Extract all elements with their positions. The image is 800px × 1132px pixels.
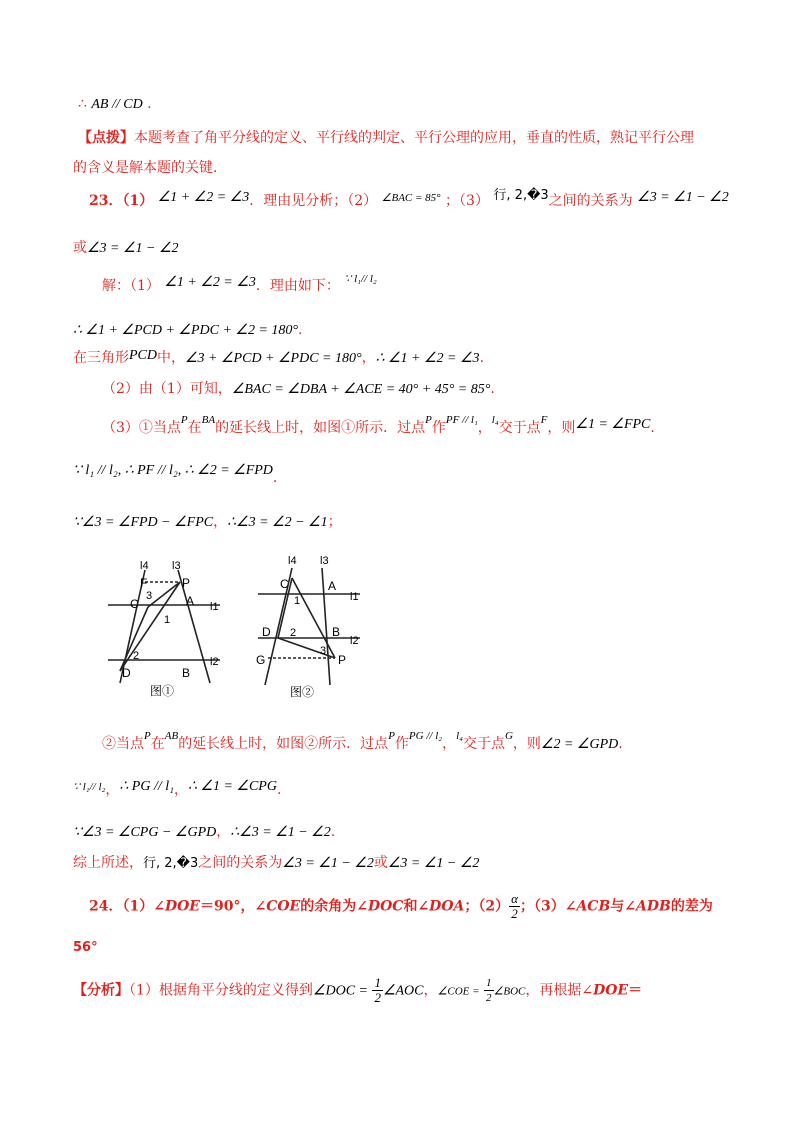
svg-text:P: P	[338, 653, 347, 667]
svg-text:D: D	[262, 625, 271, 639]
line-pf-parallel: ∵ l₁ // l₂, ∴ PF // l₂, ∴ ∠2 = ∠FPD.	[73, 463, 278, 486]
therefore-symbol: ∴	[78, 96, 87, 112]
note-line-2	[73, 158, 227, 178]
q24-value: 56°	[73, 940, 98, 955]
svg-text:G: G	[256, 653, 266, 667]
figure-2	[250, 550, 380, 705]
figure-1	[100, 555, 235, 705]
svg-text:B: B	[332, 625, 341, 639]
q23-or-line: 或∠3 = ∠1 − ∠2	[73, 240, 179, 256]
q24-answer-line: 24．（1）∠DOE＝90°，∠COE的余角为∠DOC和∠DOA；（2） $\frac{\alpha}{2}$ ；（3）∠ACB与∠ADB的差为	[89, 891, 713, 921]
svg-text:l1: l1	[210, 601, 219, 613]
svg-text:1: 1	[164, 614, 171, 626]
svg-text:l4: l4	[140, 560, 149, 572]
math-ab-cd: AB // CD	[91, 97, 143, 112]
svg-text:l4: l4	[288, 555, 297, 567]
note-line-1	[78, 128, 694, 148]
svg-text:2: 2	[290, 627, 297, 639]
svg-text:A: A	[186, 594, 195, 608]
figure-1-caption: 图①	[150, 684, 175, 698]
svg-text:l3: l3	[172, 560, 181, 572]
line-part-3-case-2: ②当点$^P$在$^{AB}$的延长线上时，如图②所示．过点$^P$作$^{PG // l_2}$，$^{l_4}$交于点$^G$，则∠2 = ∠GPD.	[102, 730, 623, 752]
line-angle3-case2: ∵∠3 = ∠CPG − ∠GPD，∴∠3 = ∠1 − ∠2.	[73, 824, 336, 840]
note-tag: 【点拨】	[78, 130, 134, 146]
fraction-alpha-over-2: $\frac{\alpha}{2}$	[511, 891, 518, 921]
svg-text:3: 3	[146, 590, 153, 602]
garbled-text: 行, 2,�3	[493, 188, 549, 203]
analysis-line: 【分析】（1）根据角平分线的定义得到∠DOC = $\frac{1}{2}$ ∠AOC，∠COE = $\frac{1}{2}$ ∠BOC，再根据∠DOE＝	[73, 975, 643, 1005]
svg-text:l3: l3	[320, 555, 329, 567]
svg-text:C: C	[280, 577, 289, 591]
solution-label: 解：（1）	[102, 278, 160, 294]
garbled-text: 行, 2,�3	[143, 856, 199, 871]
line-ab-parallel-cd: ∴ AB // CD .	[78, 96, 152, 112]
svg-text:F: F	[140, 576, 148, 590]
svg-text:A: A	[328, 579, 337, 593]
svg-text:l2: l2	[350, 635, 359, 647]
svg-text:C: C	[130, 597, 139, 611]
svg-text:l1: l1	[350, 591, 359, 603]
fraction-half-1: $\frac{1}{2}$	[374, 975, 381, 1005]
svg-text:3: 3	[320, 645, 327, 657]
note-text-2: 的含义是解本题的关键．	[73, 160, 227, 176]
line-part-2: （2）由（1）可知，∠BAC = ∠DBA + ∠ACE = 40° + 45° = 85°.	[102, 381, 495, 397]
line-angle-sum: ∴ ∠1 + ∠PCD + ∠PDC + ∠2 = 180°.	[73, 322, 303, 338]
q23-number: 23．（1）	[89, 193, 154, 209]
fraction-half-2: $\frac{1}{2}$	[486, 977, 492, 1004]
line-angle3-case1: ∵∠3 = ∠FPD − ∠FPC，∴∠3 = ∠2 − ∠1；	[73, 514, 342, 530]
solution-line: 解：（1） ∠1 + ∠2 = ∠3．理由如下： $^{\because l_1// l_2}$	[102, 273, 377, 294]
q23-answer-line: 23．（1） ∠1 + ∠2 = ∠3．理由见分析；（2） $^{\angle BAC = 85^\circ}$ ；（3） 行, 2,�3之间的关系为 ∠3 = ∠1 − ∠2	[89, 188, 729, 209]
analysis-tag: 【分析】	[73, 982, 129, 999]
line-pg-parallel: $^{\because l_1// l_2}$，∴ PG // l₁，∴ ∠1 = ∠CPG.	[73, 779, 282, 798]
line-triangle-pcd: 在三角形PCD中，∠3 + ∠PCD + ∠PDC = 180°，∴ ∠1 + ∠2 = ∠3.	[73, 348, 485, 366]
svg-text:D: D	[122, 666, 131, 680]
line-part-3-case-1: （3）①当点$^P$在$^{BA}$的延长线上时，如图①所示．过点$^P$作$^{PF // l_1}$，$^{l_4}$交于点$^F$，则∠1 = ∠FPC.	[102, 414, 655, 436]
svg-text:P: P	[182, 576, 191, 590]
svg-text:2: 2	[133, 650, 140, 662]
svg-text:l2: l2	[210, 656, 219, 668]
note-text-1: 本题考查了角平分线的定义、平行线的判定、平行公理的应用，垂直的性质，熟记平行公理	[134, 130, 694, 146]
figure-2-caption: 图②	[290, 685, 315, 699]
svg-text:B: B	[182, 666, 191, 680]
line-summary: 综上所述，行, 2,�3之间的关系为∠3 = ∠1 − ∠2或∠3 = ∠1 − ∠2	[73, 855, 480, 871]
svg-text:1: 1	[294, 595, 301, 607]
